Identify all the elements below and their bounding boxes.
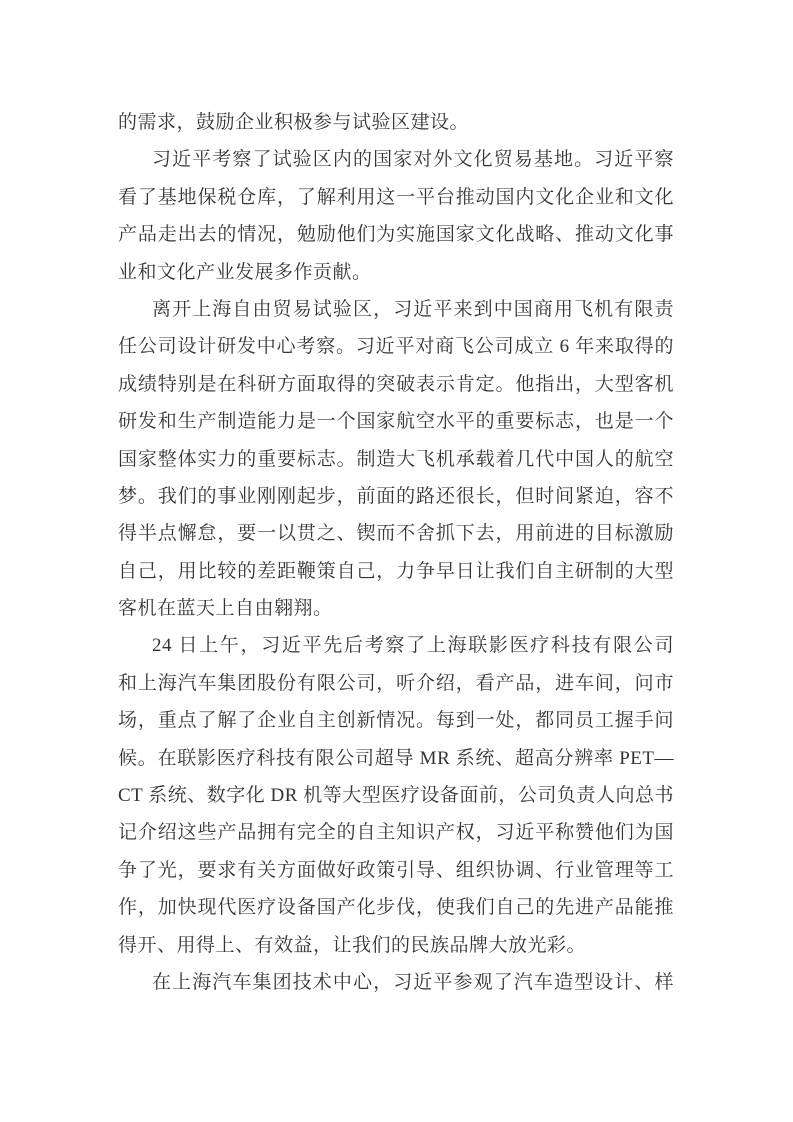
text-line: 24 日上午，习近平先后考察了上海联影医疗科技有限公司 xyxy=(152,635,674,657)
text-line: 国家整体实力的重要标志。制造大飞机承载着几代中国人的航空 xyxy=(118,448,674,470)
text-line: 得半点懈怠，要一以贯之、锲而不舍抓下去，用前进的目标激励 xyxy=(118,523,674,545)
text-line: 任公司设计研发中心考察。习近平对商飞公司成立 6 年来取得的 xyxy=(118,336,674,358)
text-line: 记介绍这些产品拥有完全的自主知识产权，习近平称赞他们为国 xyxy=(118,822,674,844)
text-line: 候。在联影医疗科技有限公司超导 MR 系统、超高分辨率 PET— xyxy=(118,747,674,769)
text-line: 研发和生产制造能力是一个国家航空水平的重要标志，也是一个 xyxy=(118,411,674,433)
text-line: 作，加快现代医疗设备国产化步伐，使我们自己的先进产品能推 xyxy=(118,897,674,919)
text-line: 业和文化产业发展多作贡献。 xyxy=(118,261,372,283)
text-line: 在上海汽车集团技术中心，习近平参观了汽车造型设计、样 xyxy=(152,971,674,993)
text-line: 自己，用比较的差距鞭策自己，力争早日让我们自主研制的大型 xyxy=(118,560,674,582)
text-line: 场，重点了解了企业自主创新情况。每到一处，都同员工握手问 xyxy=(118,710,674,732)
text-line: 成绩特别是在科研方面取得的突破表示肯定。他指出，大型客机 xyxy=(118,373,674,395)
text-line: 和上海汽车集团股份有限公司，听介绍，看产品，进车间，问市 xyxy=(118,672,674,694)
text-line: 的需求，鼓励企业积极参与试验区建设。 xyxy=(118,112,470,133)
text-line: 梦。我们的事业刚刚起步，前面的路还很长，但时间紧迫，容不 xyxy=(118,485,674,507)
text-line: 得开、用得上、有效益，让我们的民族品牌大放光彩。 xyxy=(118,934,587,956)
document-text-block xyxy=(118,104,674,1001)
text-line: CT 系统、数字化 DR 机等大型医疗设备面前，公司负责人向总书 xyxy=(118,785,674,807)
text-line: 客机在蓝天上自由翱翔。 xyxy=(118,598,333,620)
text-line: 离开上海自由贸易试验区，习近平来到中国商用飞机有限责 xyxy=(152,298,674,320)
text-line: 争了光，要求有关方面做好政策引导、组织协调、行业管理等工 xyxy=(118,859,674,881)
text-line: 看了基地保税仓库，了解利用这一平台推动国内文化企业和文化 xyxy=(118,186,674,208)
text-line: 产品走出去的情况，勉励他们为实施国家文化战略、推动文化事 xyxy=(118,224,674,246)
text-line: 习近平考察了试验区内的国家对外文化贸易基地。习近平察 xyxy=(152,149,674,171)
